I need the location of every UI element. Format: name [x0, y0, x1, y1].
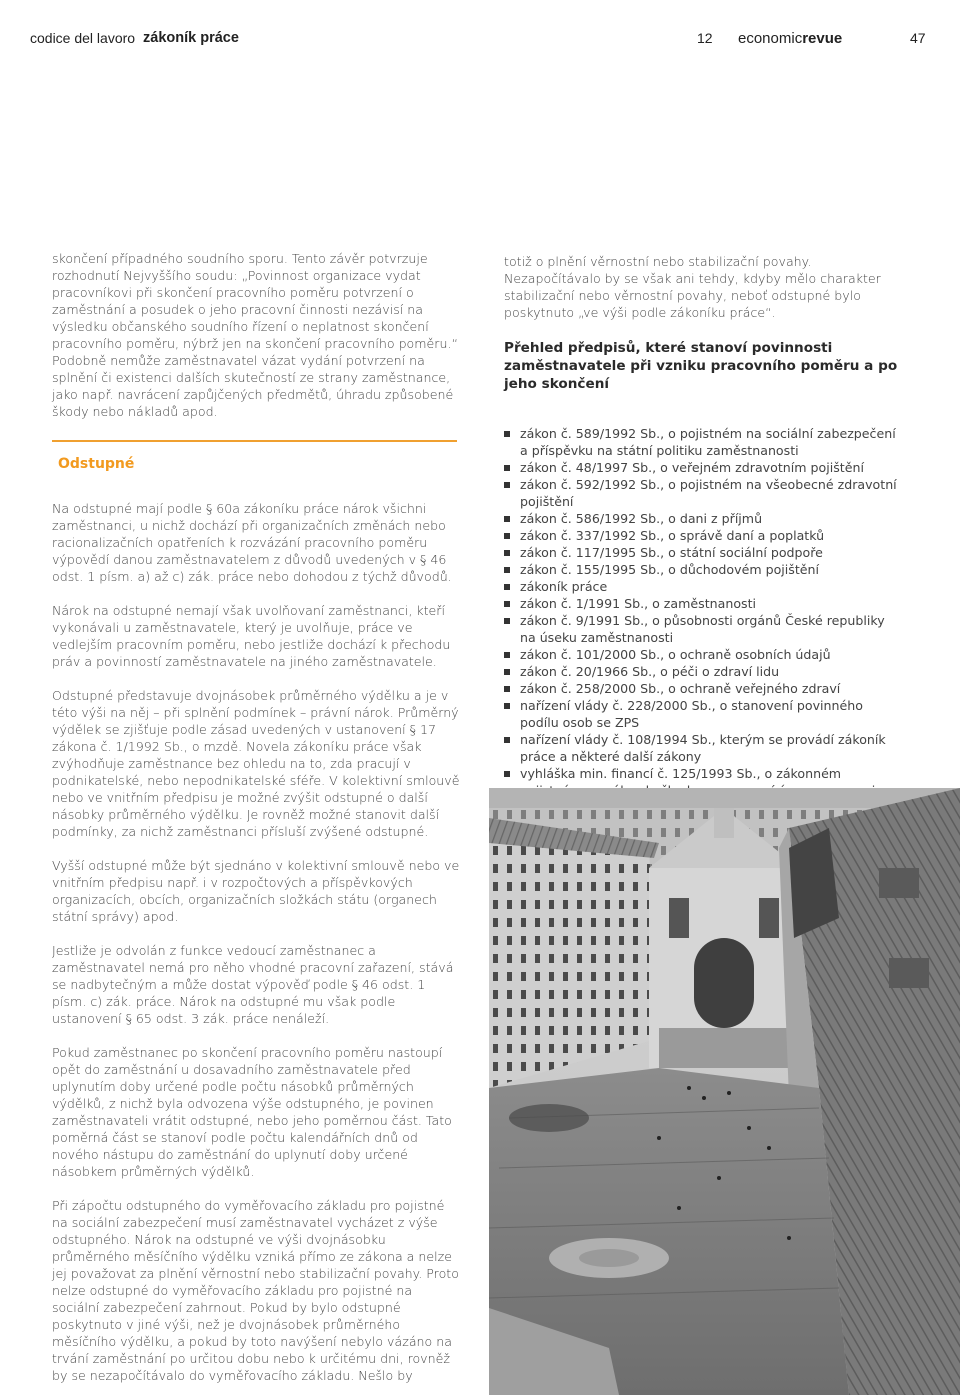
list-item [504, 663, 904, 680]
law-text: zákon č. 9/1991 Sb., o působnosti orgánů České republiky na úseku zaměstnanosti [520, 613, 885, 645]
law-text: vyhláška min. financí č. 125/1993 Sb., o zákonném [520, 766, 842, 781]
law-text: zákon č. 101/2000 Sb., o ochraně osobních údajů [520, 647, 831, 662]
section-body [52, 500, 460, 1384]
bullet-icon [504, 669, 510, 675]
section-paragraph: Na odstupné mají podle § 60a zákoníku práce nárok všichni zaměstnanci, u nichž dochází při organizačních změnách nebo racionalizačních opatřeních k rozvázání pracovního poměru výpovědí danou zaměstnavatelem z důvodů uvedených v § 46 odst. 1 písm. a) až c) zák. práce nebo dohodou z týchž důvodů. [52, 501, 452, 584]
bullet-icon [504, 737, 510, 743]
bullet-icon [504, 686, 510, 692]
regulations-heading: Přehled předpisů, které stanoví povinnosti zaměstnavatele při vzniku pracovního poměru a po jeho skončení [504, 340, 898, 392]
list-item [504, 544, 904, 561]
right-intro-paragraph: totiž o plnění věrnostní nebo stabilizační povahy. Nezapočítávalo by se však ani tehdy, kdyby mělo charakter stabilizační nebo věrnostní povahy, neboť odstupné bylo poskytnuto „ve výši podle zákoníku práce“. [504, 254, 881, 320]
header-issue: 12 [697, 30, 713, 46]
list-item [504, 731, 904, 765]
right-column [504, 253, 904, 816]
bullet-icon [504, 567, 510, 573]
list-item [504, 646, 904, 663]
list-item [504, 527, 904, 544]
bullet-icon [504, 703, 510, 709]
bullet-icon [504, 533, 510, 539]
law-text: nařízení vlády č. 228/2000 Sb., o stanovení povinného podílu osob se ZPS [520, 698, 863, 730]
section-paragraph: Nárok na odstupné nemají však uvolňovaní zaměstnanci, kteří vykonávali u zaměstnavatele, který je uvolňuje, práce ve vedlejším pracovním poměru, nebo jestliže dochází k přechodu práv a povinností zaměstnavatele na jiného zaměstnavatele. [52, 603, 451, 669]
bullet-icon [504, 465, 510, 471]
bullet-icon [504, 771, 510, 777]
list-item [504, 510, 904, 527]
law-text: zákon č. 592/1992 Sb., o pojistném na všeobecné zdravotní pojištění [520, 477, 897, 509]
law-text: zákon č. 586/1992 Sb., o dani z příjmů [520, 511, 763, 526]
law-text: zákon č. 589/1992 Sb., o pojistném na sociální zabezpečení a příspěvku na státní politiku zaměstnanosti [520, 426, 896, 458]
list-item [504, 561, 904, 578]
law-text: zákon č. 258/2000 Sb., o ochraně veřejného zdraví [520, 681, 841, 696]
bullet-icon [504, 652, 510, 658]
page-number: 47 [910, 30, 926, 46]
header-brand [738, 30, 842, 47]
law-text: nařízení vlády č. 108/1994 Sb., kterým se provádí zákoník práce a některé další zákony [520, 732, 886, 764]
law-text: zákon č. 48/1997 Sb., o veřejném zdravotním pojištění [520, 460, 864, 475]
list-item [504, 459, 904, 476]
list-item [504, 595, 904, 612]
section-paragraph: Odstupné představuje dvojnásobek průměrného výdělku a je v této výši na něj – při splnění podmínek – právní nárok. Průměrný výdělek se zjišťuje podle zásad uvedených v ustanovení § 17 zákona č. 1/1992 Sb., o mzdě. Novela zákoníku práce však zvýhodňuje zaměstnance bez ohledu na to, zda pracují v podnikatelské, nebo nepodnikatelské sféře. V kolektivní smlouvě nebo ve vnitřním předpisu je možné zvýšit odstupné o další násobky průměrného výdělku. Je rovněž možné stanovit další podmínky, za nichž zaměstnanci přísluší zvýšené odstupné. [52, 688, 460, 839]
bullet-icon [504, 584, 510, 590]
list-item [504, 425, 904, 459]
section-paragraph: Jestliže je odvolán z funkce vedoucí zaměstnanec a zaměstnavatel nemá pro něho vhodné pracovní zařazení, stává se nadbytečným a může dostat výpověď podle § 46 odst. 1 písm. c) zák. práce. Nárok na odstupné mu však podle ustanovení § 65 odst. 3 zák. práce nenáleží. [52, 943, 454, 1026]
list-item [504, 578, 904, 595]
law-text: zákon č. 117/1995 Sb., o státní sociální podpoře [520, 545, 823, 560]
brand-light: economic [738, 30, 803, 47]
section-divider [52, 440, 457, 442]
section-paragraph: Pokud zaměstnanec po skončení pracovního poměru nastoupí opět do zaměstnání u dosavadního zaměstnavatele před uplynutím doby určené podle počtu násobků průměrných výdělků, z nichž byla odvozena výše odstupného, je povinen zaměstnavateli vrátit odstupné, nebo jeho poměrnou část. Tato poměrná část se stanoví podle počtu kalendářních dnů od nového nástupu do zaměstnání do uplynutí doby určené násobkem průměrných výdělků. [52, 1045, 452, 1179]
law-text: zákoník práce [520, 579, 608, 594]
city-square-photo [489, 788, 960, 1395]
bullet-icon [504, 516, 510, 522]
list-item [504, 476, 904, 510]
bullet-icon [504, 601, 510, 607]
bullet-icon [504, 618, 510, 624]
brand-bold: revue [802, 30, 843, 47]
header-title: zákoník práce [143, 30, 239, 46]
intro-paragraph: skončení případného soudního sporu. Tento závěr potvrzuje rozhodnutí Nejvyššího soudu: „Povinnost organizace vydat pracovníkovi při skončení pracovního poměru potvrzení o zaměstnání a posudek o jeho pracovní činnosti nezávisí na výsledku občanského soudního řízení o neplatnost skončení pracovního poměru, nýbrž jen na skončení pracovního poměru.“ Podobně nemůže zaměstnavatel vázat vydání potvrzení na splnění či existenci dalších skutečností ze strany zaměstnance, jako např. navrácení zapůjčených předmětů, úhradu způsobené škody nebo nákladů apod. [52, 251, 458, 419]
bullet-icon [504, 431, 510, 437]
law-text: zákon č. 155/1995 Sb., o důchodovém pojištění [520, 562, 820, 577]
section-paragraph: Vyšší odstupné může být sjednáno v kolektivní smlouvě nebo ve vnitřním předpisu např. i v rozpočtových a příspěvkových organizacích, obcích, organizačních složkách státu (organech státní správy) apod. [52, 858, 460, 924]
list-item [504, 697, 904, 731]
regulations-list [504, 425, 904, 816]
header-prefix: codice del lavoro [30, 30, 136, 46]
left-intro [52, 250, 460, 420]
bullet-icon [504, 550, 510, 556]
page-header [0, 0, 960, 80]
law-text: zákon č. 337/1992 Sb., o správě daní a poplatků [520, 528, 825, 543]
law-text: zákon č. 20/1966 Sb., o péči o zdraví lidu [520, 664, 780, 679]
law-text: zákon č. 1/1991 Sb., o zaměstnanosti [520, 596, 757, 611]
section-paragraph: Při zápočtu odstupného do vyměřovacího základu pro pojistné na sociální zabezpečení musí zaměstnavatel vycházet z výše odstupného. Nárok na odstupné ve výši dvojnásobku průměrného měsíčního výdělku vzniká přímo ze zákona a nelze jej považovat za plnění věrnostní nebo stabilizační povahy. Proto nelze odstupné do vyměřovacího základu pro pojistné na sociální zabezpečení zahrnout. Pokud by bylo odstupné poskytnuto v jiné výši, než je dvojnásobek průměrného měsíčního výdělku, a pokud by toto navýšení nebylo vázáno na trvání zaměstnání po určitou dobu nebo k určitému dni, rovněž by se nezapočítávalo do vyměřovacího základu. Nešlo by [52, 1198, 459, 1383]
list-item [504, 612, 904, 646]
list-item [504, 680, 904, 697]
section-heading: Odstupné [58, 456, 135, 472]
bullet-icon [504, 482, 510, 488]
